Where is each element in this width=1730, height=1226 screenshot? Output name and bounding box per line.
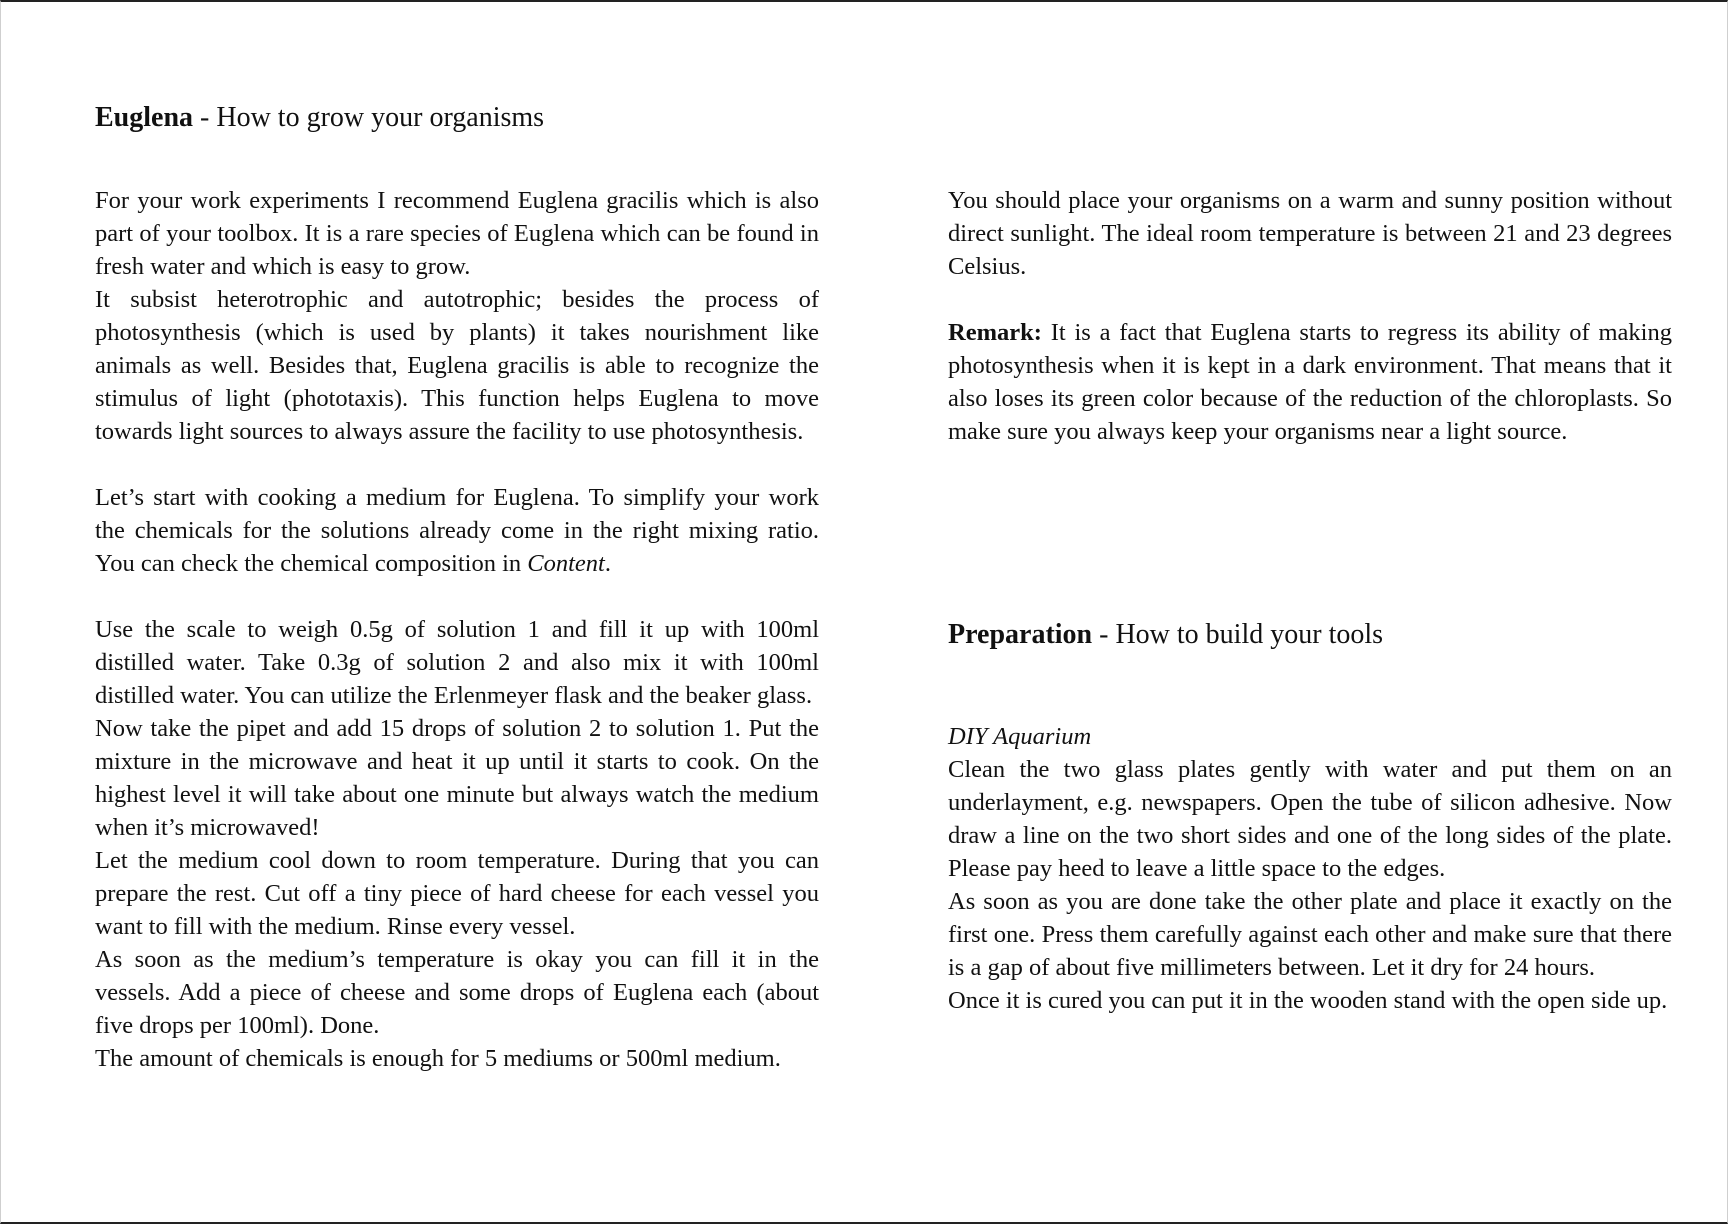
preparation-title <box>948 618 1383 652</box>
paragraph-intro: For your work experiments I recommend Euglena gracilis which is also part of your toolbox. It is a rare species of Euglena which can be found in fresh water and which is easy to grow. <box>95 187 819 280</box>
preparation-section <box>948 720 1672 1017</box>
right-column <box>948 184 1672 448</box>
paragraph-fill-vessels: As soon as the medium’s temperature is okay you can fill it in the vessels. Add a piece of cheese and some drops of Euglena each (about five drops per 100ml). Done. <box>95 946 819 1039</box>
subheading-diy-aquarium: DIY Aquarium <box>948 723 1092 750</box>
spacer <box>95 580 819 613</box>
left-column <box>95 184 819 1075</box>
paragraph-cured: Once it is cured you can put it in the wooden stand with the open side up. <box>948 987 1668 1014</box>
remark-text: It is a fact that Euglena starts to regress its ability of making photosynthesis when it is kept in a dark environment. That means that it also loses its green color because of the reduction of the chloroplasts. So make sure you always keep your organisms near a light source. <box>948 319 1672 445</box>
preparation-title-strong: Preparation <box>948 619 1093 650</box>
spacer <box>948 283 1672 316</box>
paragraph-cool-down: Let the medium cool down to room temperature. During that you can prepare the rest. Cut off a tiny piece of hard cheese for each vessel you want to fill with the medium. Rinse every vessel. <box>95 847 819 940</box>
spacer <box>95 448 819 481</box>
title-rest: - How to grow your organisms <box>193 102 545 133</box>
paragraph-remark <box>948 316 1672 448</box>
title-strong: Euglena <box>95 102 194 133</box>
paragraph-placement: You should place your organisms on a warm and sunny position without direct sunlight. The ideal room temperature is between 21 and 23 degrees Celsius. <box>948 187 1672 280</box>
preparation-title-rest: - How to build your tools <box>1092 619 1384 650</box>
paragraph-press-plates: As soon as you are done take the other plate and place it exactly on the first one. Press them carefully against each other and make sure that there is a gap of about five millimeters between. Let it dry for 24 hours. <box>948 888 1672 981</box>
medium-intro-text: Let’s start with cooking a medium for Euglena. To simplify your work the chemicals for the solutions already come in the right mixing ratio. You can check the chemical composition in <box>95 484 819 577</box>
paragraph-pipet: Now take the pipet and add 15 drops of solution 2 to solution 1. Put the mixture in the microwave and heat it up until it starts to cook. On the highest level it will take about one minute but always watch the medium when it’s microwaved! <box>95 715 819 841</box>
paragraph-nutrition: It subsist heterotrophic and autotrophic; besides the process of photosynthesis (which is used by plants) it takes nourishment like animals as well. Besides that, Euglena gracilis is able to recognize the stimulus of light (phototaxis). This function helps Euglena to move towards light sources to always assure the facility to use photosynthesis. <box>95 286 819 445</box>
page-title <box>95 101 544 135</box>
paragraph-clean-plates: Clean the two glass plates gently with water and put them on an underlayment, e.g. newspapers. Open the tube of silicon adhesive. Now draw a line on the two short sides and one of the long sides of the plate. Please pay heed to leave a little space to the edges. <box>948 756 1672 882</box>
paragraph-medium-intro <box>95 481 819 580</box>
medium-intro-end: . <box>604 550 611 577</box>
paragraph-weigh: Use the scale to weigh 0.5g of solution 1 and fill it up with 100ml distilled water. Take 0.3g of solution 2 and also mix it with 100ml distilled water. You can utilize the Erlenmeyer flask and the beaker glass. <box>95 616 819 709</box>
paragraph-amount: The amount of chemicals is enough for 5 mediums or 500ml medium. <box>95 1045 781 1072</box>
content-reference: Content <box>527 550 605 577</box>
remark-label: Remark: <box>948 319 1042 346</box>
